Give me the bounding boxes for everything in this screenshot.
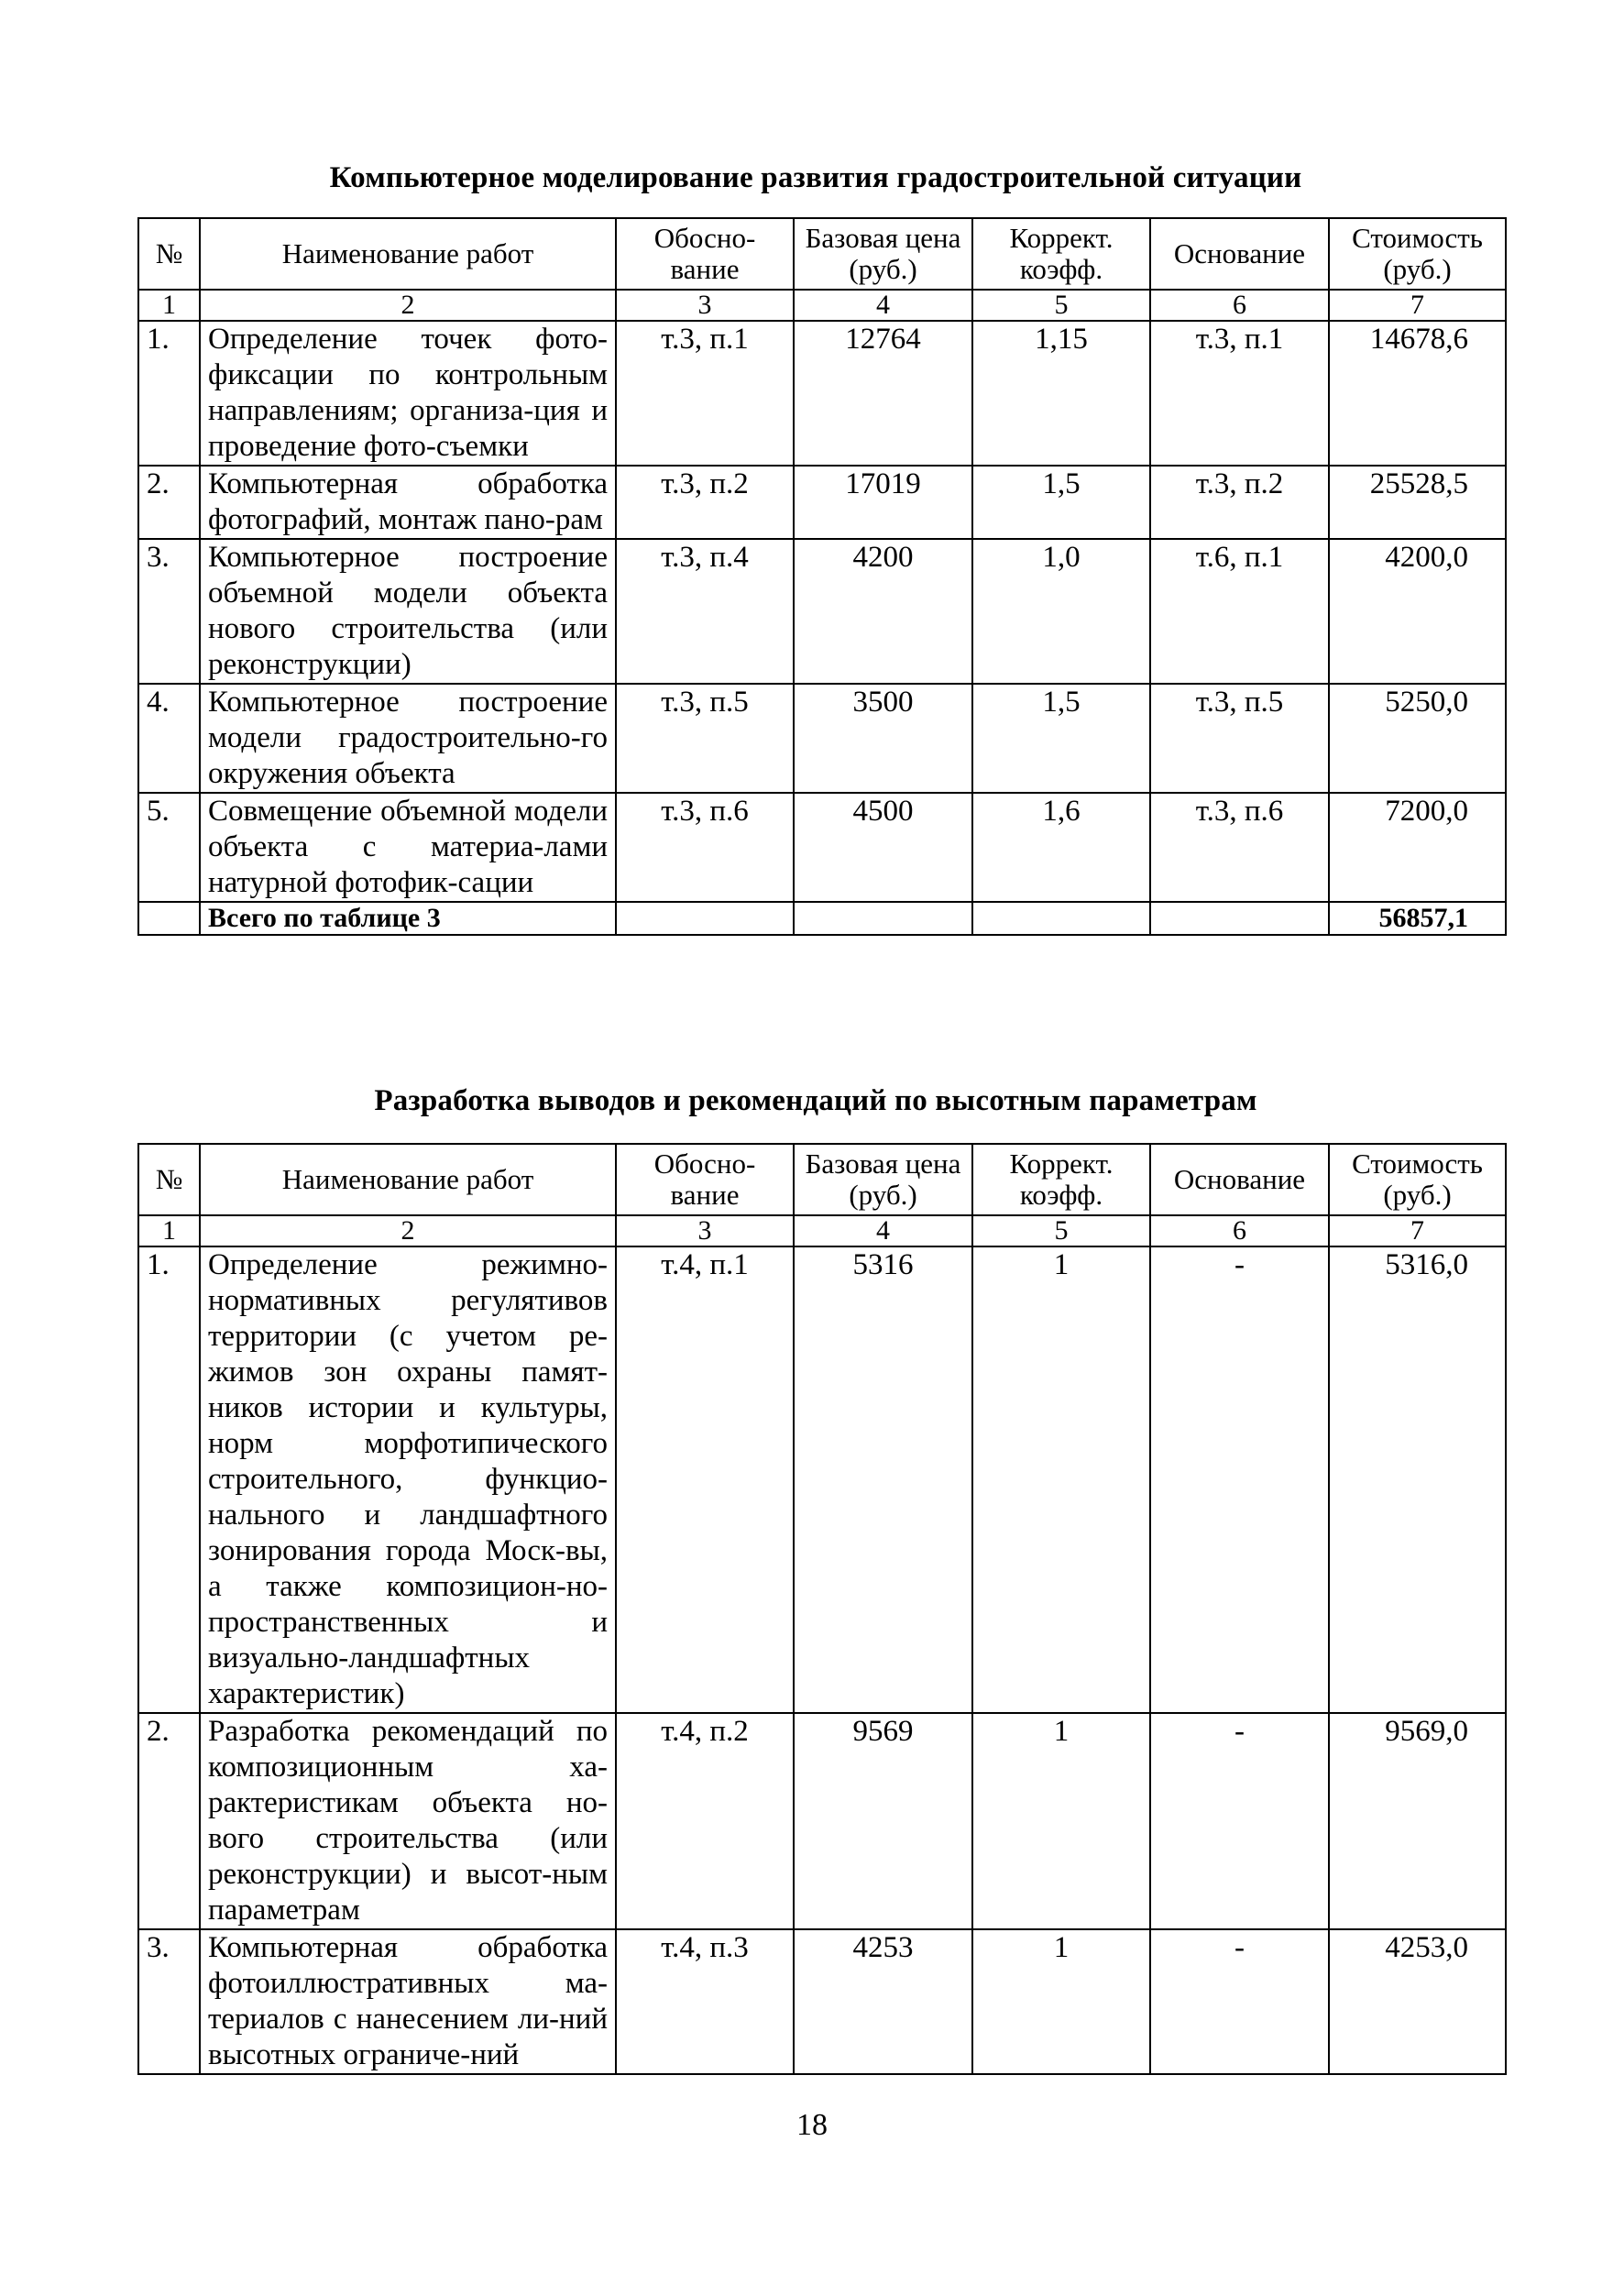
- row-basis: т.3, п.4: [616, 539, 794, 684]
- col-number: 1: [138, 290, 200, 321]
- col-number: 3: [616, 290, 794, 321]
- row-name: Компьютерная обработка фотоиллюстративных ма-териалов с нанесением ли-ний высотных ограниче-ний: [200, 1929, 616, 2074]
- row-price: 4200: [794, 539, 972, 684]
- row-price: 4253: [794, 1929, 972, 2074]
- total-empty: [1150, 902, 1329, 935]
- row-price: 17019: [794, 466, 972, 539]
- row-num: 5.: [138, 793, 200, 902]
- header-ground: Основание: [1150, 218, 1329, 290]
- table1-column-numbers: [138, 290, 1506, 321]
- table-row: [138, 1929, 1506, 2074]
- table-row: [138, 539, 1506, 684]
- row-name: Разработка рекомендаций по композиционным ха-рактеристикам объекта но-вого строительства (или реконструкции) и высот-ным параметрам: [200, 1713, 616, 1929]
- row-num: 1.: [138, 1246, 200, 1713]
- row-basis: т.4, п.3: [616, 1929, 794, 2074]
- row-basis: т.3, п.5: [616, 684, 794, 793]
- header-cost: Стоимость (руб.): [1329, 218, 1506, 290]
- col-number: 7: [1329, 290, 1506, 321]
- row-coef: 1,5: [972, 466, 1150, 539]
- row-basis: т.3, п.1: [616, 321, 794, 466]
- header-basis: Обосно-вание: [616, 1144, 794, 1215]
- row-cost: 25528,5: [1329, 466, 1506, 539]
- col-number: 1: [138, 1215, 200, 1246]
- row-coef: 1,15: [972, 321, 1150, 466]
- row-basis: т.3, п.6: [616, 793, 794, 902]
- total-empty: [616, 902, 794, 935]
- col-number: 4: [794, 1215, 972, 1246]
- table2: [137, 1143, 1507, 2075]
- page-number: 18: [796, 2108, 828, 2142]
- header-basis: Обосно-вание: [616, 218, 794, 290]
- row-price: 12764: [794, 321, 972, 466]
- row-ground: т.3, п.6: [1150, 793, 1329, 902]
- row-num: 2.: [138, 466, 200, 539]
- col-number: 5: [972, 290, 1150, 321]
- row-name: Определение режимно-нормативных регулятивов территории (с учетом ре-жимов зон охраны памят-ников истории и культуры, норм морфотипического строительного, функцио-нального и ландшафтного зонирования города Моск-вы, а также композицион-но-пространственных и визуально-ландшафтных характеристик): [200, 1246, 616, 1713]
- row-name: Компьютерное построение модели градостроительно-го окружения объекта: [200, 684, 616, 793]
- row-cost: 7200,0: [1329, 793, 1506, 902]
- total-empty: [794, 902, 972, 935]
- row-num: 1.: [138, 321, 200, 466]
- col-number: 2: [200, 290, 616, 321]
- table1: [137, 217, 1507, 936]
- row-num: 4.: [138, 684, 200, 793]
- row-price: 9569: [794, 1713, 972, 1929]
- table1-title: Компьютерное моделирование развития градостроительной ситуации: [329, 161, 1302, 194]
- row-name: Совмещение объемной модели объекта с материа-лами натурной фотофик-сации: [200, 793, 616, 902]
- row-basis: т.4, п.1: [616, 1246, 794, 1713]
- row-ground: -: [1150, 1246, 1329, 1713]
- total-empty: [138, 902, 200, 935]
- row-name: Определение точек фото-фиксации по контрольным направлениям; организа-ция и проведение фото-съемки: [200, 321, 616, 466]
- header-coef: Коррект. коэфф.: [972, 218, 1150, 290]
- header-ground: Основание: [1150, 1144, 1329, 1215]
- row-basis: т.4, п.2: [616, 1713, 794, 1929]
- row-coef: 1: [972, 1246, 1150, 1713]
- row-cost: 14678,6: [1329, 321, 1506, 466]
- table-row: [138, 684, 1506, 793]
- table-row: [138, 466, 1506, 539]
- row-coef: 1,5: [972, 684, 1150, 793]
- table-row: [138, 793, 1506, 902]
- row-price: 4500: [794, 793, 972, 902]
- col-number: 6: [1150, 290, 1329, 321]
- row-cost: 4253,0: [1329, 1929, 1506, 2074]
- row-price: 5316: [794, 1246, 972, 1713]
- header-price: Базовая цена (руб.): [794, 218, 972, 290]
- row-cost: 9569,0: [1329, 1713, 1506, 1929]
- table-row: [138, 1246, 1506, 1713]
- total-empty: [972, 902, 1150, 935]
- row-ground: т.6, п.1: [1150, 539, 1329, 684]
- row-num: 3.: [138, 1929, 200, 2074]
- row-name: Компьютерная обработка фотографий, монтаж пано-рам: [200, 466, 616, 539]
- row-num: 3.: [138, 539, 200, 684]
- row-ground: -: [1150, 1713, 1329, 1929]
- row-num: 2.: [138, 1713, 200, 1929]
- header-name: Наименование работ: [200, 1144, 616, 1215]
- total-label: Всего по таблице 3: [200, 902, 616, 935]
- header-num: №: [138, 218, 200, 290]
- table1-total-row: [138, 902, 1506, 935]
- col-number: 4: [794, 290, 972, 321]
- table-row: [138, 1713, 1506, 1929]
- header-num: №: [138, 1144, 200, 1215]
- col-number: 6: [1150, 1215, 1329, 1246]
- table2-column-numbers: [138, 1215, 1506, 1246]
- row-cost: 5316,0: [1329, 1246, 1506, 1713]
- row-name: Компьютерное построение объемной модели объекта нового строительства (или реконструкции): [200, 539, 616, 684]
- row-ground: т.3, п.1: [1150, 321, 1329, 466]
- row-basis: т.3, п.2: [616, 466, 794, 539]
- row-coef: 1: [972, 1713, 1150, 1929]
- col-number: 7: [1329, 1215, 1506, 1246]
- col-number: 2: [200, 1215, 616, 1246]
- header-coef: Коррект. коэфф.: [972, 1144, 1150, 1215]
- row-coef: 1,6: [972, 793, 1150, 902]
- total-value: 56857,1: [1329, 902, 1506, 935]
- row-cost: 4200,0: [1329, 539, 1506, 684]
- col-number: 3: [616, 1215, 794, 1246]
- table-row: [138, 321, 1506, 466]
- table2-header-row: [138, 1144, 1506, 1215]
- row-cost: 5250,0: [1329, 684, 1506, 793]
- row-ground: т.3, п.2: [1150, 466, 1329, 539]
- header-cost: Стоимость (руб.): [1329, 1144, 1506, 1215]
- row-ground: -: [1150, 1929, 1329, 2074]
- table1-header-row: [138, 218, 1506, 290]
- header-price: Базовая цена (руб.): [794, 1144, 972, 1215]
- row-price: 3500: [794, 684, 972, 793]
- row-coef: 1: [972, 1929, 1150, 2074]
- row-ground: т.3, п.5: [1150, 684, 1329, 793]
- row-coef: 1,0: [972, 539, 1150, 684]
- col-number: 5: [972, 1215, 1150, 1246]
- table2-title: Разработка выводов и рекомендаций по высотным параметрам: [374, 1084, 1257, 1117]
- header-name: Наименование работ: [200, 218, 616, 290]
